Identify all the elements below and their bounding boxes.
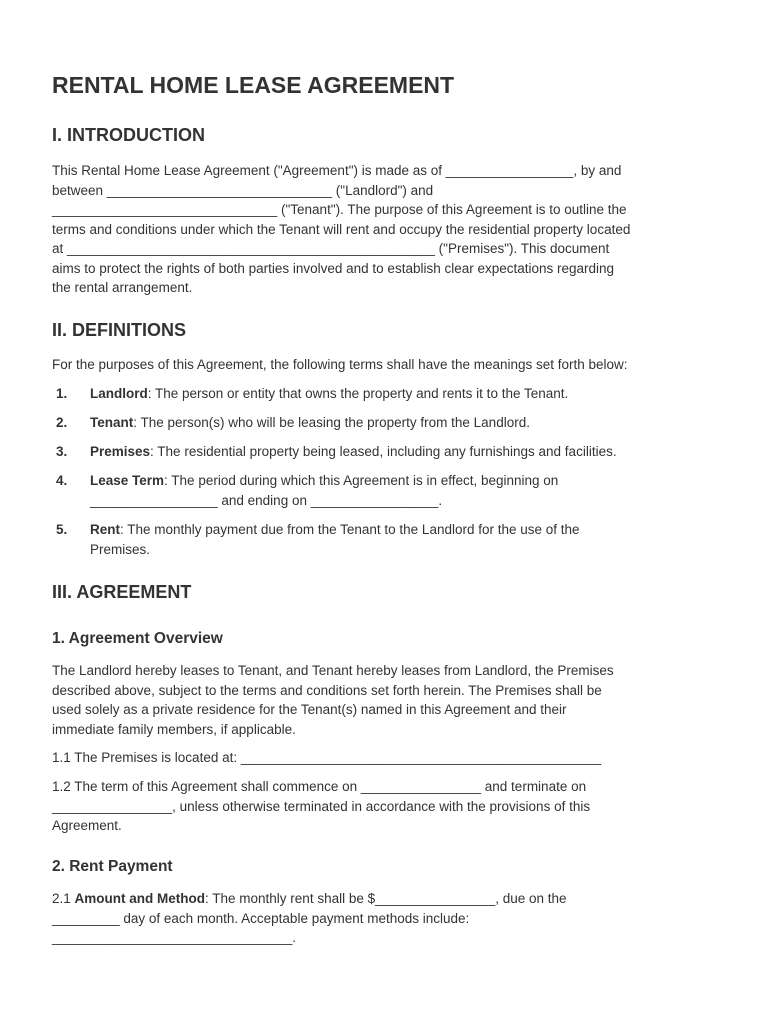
definitions-lead: For the purposes of this Agreement, the following terms shall have the meanings set forth below:	[52, 357, 628, 372]
overview-line-1: The Landlord hereby leases to Tenant, and Tenant hereby leases from Landlord, the Premises	[52, 663, 614, 678]
document-title: RENTAL HOME LEASE AGREEMENT	[52, 72, 455, 98]
intro-line-4: terms and conditions under which the Tenant will rent and occupy the residential property located	[52, 221, 631, 237]
list-text	[90, 471, 720, 510]
section-heading-introduction: I. INTRODUCTION	[52, 125, 205, 145]
intro-line-7: the rental arrangement.	[52, 280, 193, 295]
section-heading-agreement: III. AGREEMENT	[52, 582, 192, 602]
intro-line-5: at _________________________________________________ ("Premises"). This document	[52, 241, 610, 256]
definition-text: : The residential property being leased, including any furnishings and facilities.	[150, 444, 617, 459]
intro-line-1: This Rental Home Lease Agreement ("Agreement") is made as of _________________, by and	[52, 163, 622, 178]
definition-text-continued: _________________ and ending on _________________.	[90, 492, 443, 508]
introduction-paragraph	[52, 161, 722, 298]
clause-1-2	[52, 777, 722, 836]
clause-1-2-line-2: ________________, unless otherwise terminated in accordance with the provisions of this	[52, 798, 591, 814]
defined-term: Premises	[90, 444, 151, 459]
list-number: 4.	[56, 473, 68, 488]
clause-1-1: 1.1 The Premises is located at: ________________________________________________	[52, 750, 602, 765]
defined-term: Tenant	[90, 415, 134, 430]
list-number: 1.	[56, 386, 68, 401]
clause-2-1-line-3: ________________________________.	[52, 930, 297, 945]
clause-2-1	[52, 889, 722, 948]
subsection-heading-overview: 1. Agreement Overview	[52, 630, 223, 647]
clause-2-1-number: 2.1	[52, 891, 75, 906]
defined-term: Rent	[90, 522, 120, 537]
clause-2-1-line-2: _________ day of each month. Acceptable payment methods include:	[52, 910, 470, 926]
definition-text-continued: Premises.	[90, 541, 151, 557]
intro-line-3: ______________________________ ("Tenant"). The purpose of this Agreement is to outline the	[52, 202, 627, 217]
subsection-heading-rent-payment: 2. Rent Payment	[52, 858, 173, 875]
definition-text: : The period during which this Agreement is in effect, beginning on	[164, 473, 559, 488]
list-text	[90, 442, 720, 462]
list-number: 3.	[56, 444, 68, 459]
overview-paragraph	[52, 661, 722, 739]
clause-2-1-term: Amount and Method	[74, 891, 206, 906]
definition-text: : The person(s) who will be leasing the property from the Landlord.	[133, 415, 530, 430]
overview-line-3: used solely as a private residence for the Tenant(s) named in this Agreement and their	[52, 702, 567, 717]
defined-term: Landlord	[90, 386, 148, 401]
overview-line-4: immediate family members, if applicable.	[52, 721, 296, 737]
clause-2-1-line-1: : The monthly rent shall be $________________, due on the	[205, 891, 567, 906]
list-text	[90, 520, 720, 559]
clause-1-2-line-1: 1.2 The term of this Agreement shall commence on ________________ and terminate on	[52, 779, 587, 794]
definition-text: : The monthly payment due from the Tenant to the Landlord for the use of the	[120, 522, 580, 537]
list-number: 2.	[56, 415, 68, 430]
defined-term: Lease Term	[90, 473, 165, 488]
list-number: 5.	[56, 522, 68, 537]
list-text	[90, 384, 720, 404]
clause-1-2-line-3: Agreement.	[52, 818, 122, 833]
intro-line-6: aims to protect the rights of both parties involved and to establish clear expectations regarding	[52, 260, 615, 276]
intro-line-2: between ______________________________ ("Landlord") and	[52, 182, 434, 198]
overview-line-2: described above, subject to the terms and conditions set forth herein. The Premises shall be	[52, 682, 602, 698]
list-text	[90, 413, 720, 433]
definition-text: : The person or entity that owns the property and rents it to the Tenant.	[147, 386, 569, 401]
section-heading-definitions: II. DEFINITIONS	[52, 320, 187, 340]
